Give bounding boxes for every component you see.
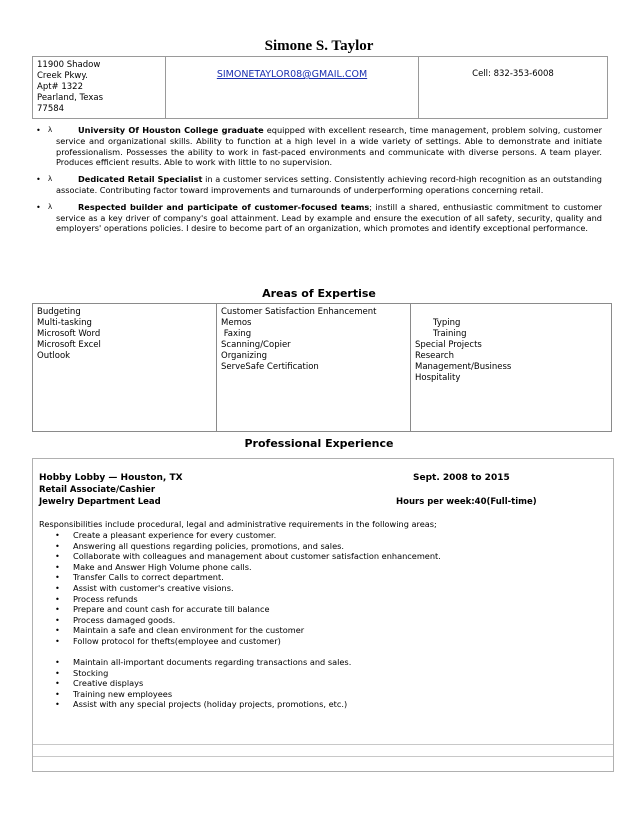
expertise-table [32,303,612,432]
bullet-icon: • [36,125,41,135]
phone-cell [419,57,608,119]
duty-item: • Stocking [53,668,351,679]
address-line: 77584 [37,104,65,114]
duty-item: • Assist with any special projects (holiday projects, promotions, etc.) [53,699,351,710]
expertise-item: Multi-tasking [37,318,92,328]
expertise-item: Training [433,329,467,339]
employer: Hobby Lobby — Houston, TX [39,473,183,483]
address-line: Creek Pkwy. [37,71,88,81]
job-department: Jewelry Department Lead [39,497,161,507]
lambda-icon: λ [48,126,53,134]
duty-item: • Process damaged goods. [53,615,441,626]
expertise-item: Outlook [37,351,71,361]
email-link[interactable]: SIMONETAYLOR08@GMAIL.COM [216,69,368,80]
summary-body: ; instill a shared, enthusiastic commitment to customer service as a key driver of company's goal attainment. Lead by example and ensure the execution of all safety, security, quality and employers' operations policies. I desire to become part of an organization, which promotes and identify exceptional performance. [56,201,602,234]
job-content [33,459,613,745]
duty-item: • Training new employees [53,689,351,700]
summary-highlight: Respected builder and participate of customer-focused teams [78,201,370,212]
email-cell [166,57,419,119]
expertise-item: Budgeting [37,307,81,317]
duty-item: • Transfer Calls to correct department. [53,572,441,583]
expertise-item: Hospitality [415,373,461,383]
expertise-item: Organizing [221,351,267,361]
duty-item: • Create a pleasant experience for every customer. [53,530,441,541]
expertise-heading: Areas of Expertise [262,287,376,300]
job-table-row [33,744,613,757]
duty-item: • Follow protocol for thefts(employee and customer) [53,636,441,647]
phone-number: Cell: 832-353-6008 [472,69,554,79]
duties-list-primary [53,530,441,647]
expertise-item: Customer Satisfaction Enhancement [221,307,377,317]
summary-text [56,174,602,196]
duty-item: • Maintain all-important documents regarding transactions and sales. [53,657,351,668]
duty-item: • Prepare and count cash for accurate till balance [53,604,441,615]
expertise-item: Microsoft Excel [37,340,101,350]
duty-item: • Make and Answer High Volume phone calls. [53,562,441,573]
summary-item [36,174,602,196]
bullet-icon: • [36,201,41,212]
expertise-item: Faxing [221,329,252,339]
expertise-item: Typing [433,318,461,328]
duties-list-secondary [53,657,351,710]
summary-list [36,125,602,240]
address-line: Pearland, Texas [37,93,104,103]
expertise-item: Microsoft Word [37,329,101,339]
summary-highlight: University Of Houston College graduate [78,125,264,135]
summary-text [56,125,602,168]
duty-item: • Process refunds [53,594,441,605]
summary-highlight: Dedicated Retail Specialist [78,174,203,185]
duty-item: • Assist with customer's creative visions. [53,583,441,594]
duty-item: • Answering all questions regarding policies, promotions, and sales. [53,541,441,552]
responsibilities-intro: Responsibilities include procedural, legal and administrative requirements in the following areas; [39,519,437,529]
lambda-icon: λ [48,202,53,211]
job-entry [32,458,614,772]
expertise-col-1 [33,304,217,432]
expertise-item: Memos [221,318,252,328]
summary-item [36,202,602,234]
duty-item: • Maintain a safe and clean environment for the customer [53,625,441,636]
summary-text [56,202,602,234]
expertise-item: Research [415,351,454,361]
expertise-item: ServeSafe Certification [221,362,319,372]
summary-item [36,125,602,168]
summary-body: equipped with excellent research, time management, problem solving, customer service and organizational skills. Ability to function at a high level in a wide variety of settings. Able to demonstrate and initiate professionalism. Possesses the ability to work in fast-paced environments and communicate with diverse persons. A team player. Produces efficient results. Able to work with little to no supervision. [56,125,602,168]
expertise-col-3 [411,304,612,432]
experience-heading: Professional Experience [244,437,394,450]
job-role: Retail Associate/Cashier [39,485,156,495]
address-line: Apt# 1322 [37,82,83,92]
summary-body: in a customer services setting. Consistently achieving record-high recognition as an outstanding associate. Contributing factor toward improvements and turnarounds of underperforming operations concerning retail. [56,174,602,195]
address-cell [33,57,166,119]
duty-item: • Creative displays [53,678,351,689]
bullet-icon: • [36,174,41,185]
address-line: 11900 Shadow [37,60,101,70]
job-dates: Sept. 2008 to 2015 [413,473,510,483]
expertise-item: Scanning/Copier [221,340,291,350]
expertise-col-2 [217,304,411,432]
duty-item: • Collaborate with colleagues and management about customer satisfaction enhancement. [53,551,441,562]
resume-name: Simone S. Taylor [264,38,374,54]
expertise-item: Special Projects [415,340,482,350]
contact-table [32,56,608,119]
job-hours: Hours per week:40(Full-time) [396,497,537,507]
expertise-item: Management/Business [415,362,512,372]
lambda-icon: λ [48,175,53,184]
